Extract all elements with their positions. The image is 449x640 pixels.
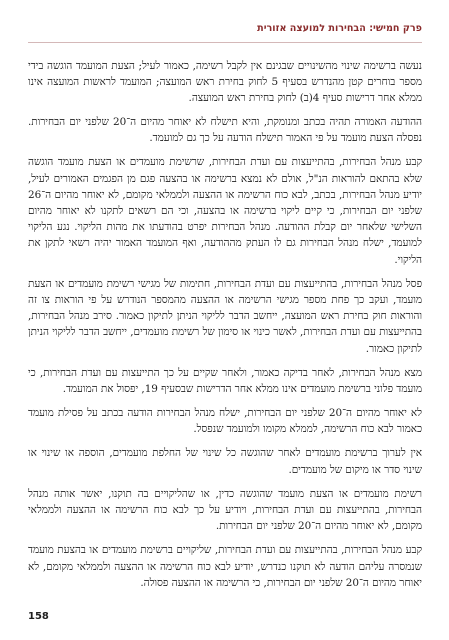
paragraph-4: פסל מנהל הבחירות, בהתייעצות עם ועדת הבחירות, חתימות של מגישי רשימת מועמדים או הצעת מועמד, ועקב כך פחת מספר מגישי הרשימה או ההצעה מהמספר הנודרש על פי הוראות צו זה והוראות חוק בחירת ראש המועצה, ייחשב הדבר לליקוי הניתן לתיקון כאמור. סירב מנהל הבחירות, בהתייעצות עם ועדת הבחירות, לאשר כינוי או סימון של רשימת מועמדים, ייחשב הדבר לליקוי הניתן לתיקון כאמור.	[28, 277, 422, 355]
paragraph-1: נעשה ברשימה שינוי מהשינויים שבגינם אין לקבל רשימה, כאמור לעיל; הצעת המועמד הוגשה בידי מספר בוחרים קטן מהנדרש בסעיף 5 לחוק בחירת ראש המועצה; המועמד לראשות המועצה אינו ממלא אחר דרישות סעיף 4(ב) לחוק בחירת ראש המועצה.	[28, 59, 422, 104]
header-divider	[28, 42, 422, 43]
paragraph-2: ההודעה האמורה תהיה בכתב ומנומקת, והיא תישלח לא יאוחר מהיום ה־20 שלפני יום הבחירות. נפסלה הצעת מועמד על פי האמור תישלח הודעה על כך גם למועמד.	[28, 116, 422, 145]
document-page	[28, 24, 422, 624]
paragraph-5: מצא מנהל הבחירות, לאחר בדיקה כאמור, ולאחר שקיים על כך התייעצות עם ועדת הבחירות, כי מועמד פלוני ברשימת מועמדים אינו ממלא אחר הדרישות שבסעיף 19, יפסול את המועמד.	[28, 366, 422, 395]
running-header: פרק חמישי: הבחירות למועצה אזורית	[257, 24, 422, 34]
paragraph-6: לא יאוחר מהיום ה־20 שלפני יום הבחירות, ישלח מנהל הבחירות הודעה בכתב על פסילת מועמד כאמור לבא כוח הרשימה, לממלא מקומו ולמועמד שנפסל.	[28, 407, 422, 436]
paragraph-7: אין לערוך ברשימת מועמדים לאחר שהוגשה כל שינוי של החלפת מועמדים, הוספה או שינוי או שינוי סדר או מיקום של מועמדים.	[28, 447, 422, 476]
paragraph-9: קבע מנהל הבחירות, בהתייעצות עם ועדת הבחירות, שליקויים ברשימת מועמדים או בהצעת מועמד שנמסרה עליהם הודעה לא תוקנו כנדרש, יודיע לבא כוח הרשימה או ההצעה ולממלאי מקומם, לא יאוחר מהיום ה־20 שלפני יום הבחירות, כי הרשימה או ההצעה פסולה.	[28, 544, 422, 589]
paragraph-8: רשימת מועמדים או הצעת מועמד שהוגשה כדין, או שהליקויים בה תוקנו, יאשר אותה מנהל הבחירות, בהתייעצות עם ועדת הבחירות, ויודיע על כך לבא כוח הרשימה או ההצעה ולממלאי מקומם, לא יאוחר מהיום ה־20 שלפני יום הבחירות.	[28, 487, 422, 533]
paragraph-3: קבע מנהל הבחירות, בהתייעצות עם ועדת הבחירות, שרשימת מועמדים או הצעת מועמד הוגשה שלא בהתאם להוראות הנ"ל, אולם לא נמצא ברשימה או בהצעה פגם מן הפגמים האמורים לעיל, יודיע מנהל הבחירות, בכתב, לבא כוח הרשימה או ההצעה ולממלאי מקומם, לא יאוחר מהיום ה־26 שלפני יום הבחירות, כי קיים ליקוי ברשימה או בהצעה, וכי הם רשאים לתקנו לא יאוחר מהיום השלישי שלאחר יום קבלת ההודעה. מנהל הבחירות יפרט בהודעתו את מהות הליקוי. נגע הליקוי למועמד, ישלח מנהל הבחירות גם לו העתק מההודעה, ואף המועמד האמור יהיה רשאי לתקן את הליקוי.	[28, 156, 422, 266]
body-text	[28, 58, 422, 591]
page-number: 158	[28, 611, 49, 622]
